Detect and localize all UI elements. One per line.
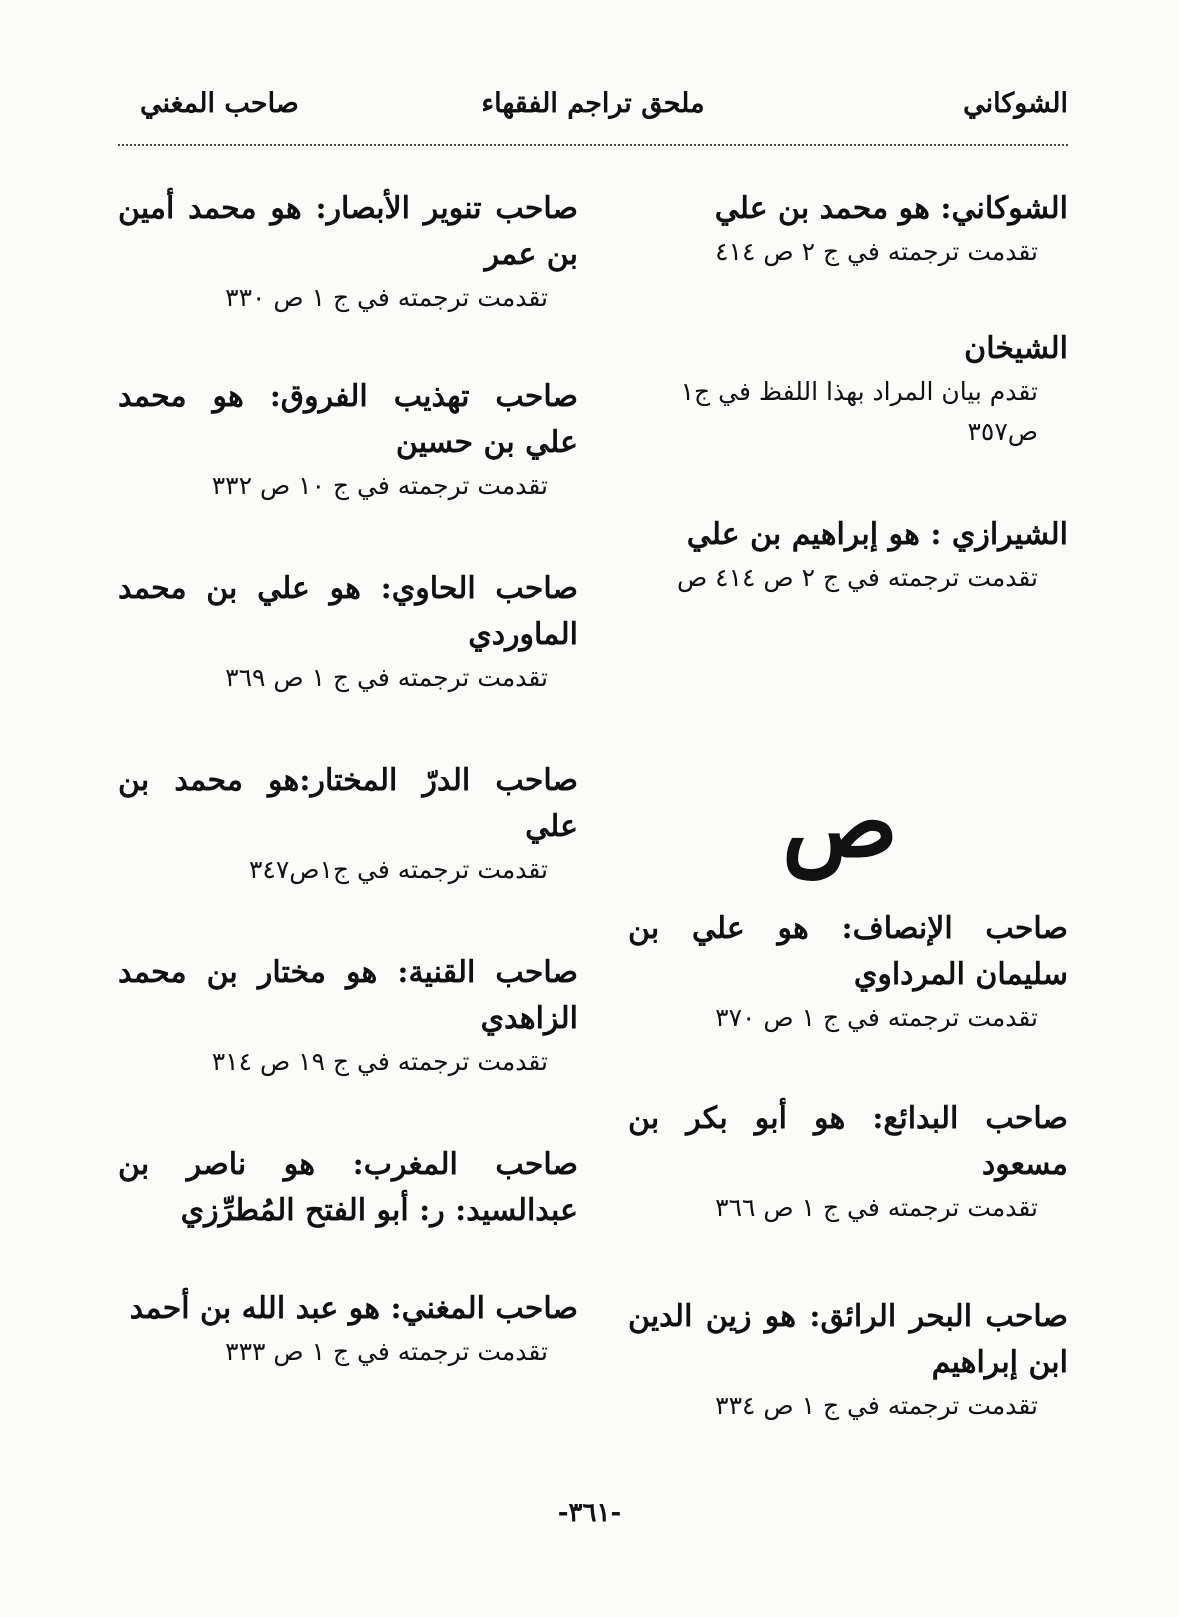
entry-title: صاحب تنوير الأبصار: هو محمد أمين بن عمر [118, 191, 578, 272]
header-right-title: الشوكاني [963, 88, 1068, 119]
entry-title: الشوكاني: هو محمد بن علي [714, 191, 1068, 226]
entry-reference: تقدمت ترجمته في ج ١ ص ٣٦٩ [225, 663, 548, 692]
entry-reference: تقدمت ترجمته في ج ١ ص ٣٣٤ [715, 1391, 1038, 1420]
entry-title: صاحب البدائع: هو أبو بكر بن مسعود [628, 1101, 1068, 1182]
running-header [118, 88, 1068, 134]
entry [628, 906, 1068, 1038]
section-letter: ص [781, 766, 899, 879]
header-left-title: صاحب المغني [140, 88, 299, 119]
entry-reference: تقدمت ترجمته في ج ١٩ ص ٣١٤ [211, 1047, 548, 1076]
entry-reference: تقدمت ترجمته في ج ١٠ ص ٣٣٢ [211, 471, 548, 500]
entry-title: صاحب الإنصاف: هو علي بن سليمان المرداوي [628, 911, 1068, 992]
entry [118, 374, 578, 506]
entry [118, 1142, 578, 1234]
entry-title: الشيخان [964, 331, 1068, 366]
entry [628, 186, 1068, 272]
header-center-title: ملحق تراجم الفقهاء [481, 88, 705, 119]
entry-reference: تقدمت ترجمته في ج ١ ص ٣٣٣ [225, 1337, 548, 1366]
entry [118, 950, 578, 1082]
entry [118, 566, 578, 698]
entry [628, 1294, 1068, 1426]
entry-reference: تقدمت ترجمته في ج١ص٣٤٧ [248, 855, 548, 884]
entry [628, 326, 1068, 452]
entry-title: صاحب المغرب: هو ناصر بن عبدالسيد: ر: أبو الفتح المُطرِّزي [118, 1147, 578, 1228]
entry-reference: تقدمت ترجمته في ج ٢ ص ٤١٤ [715, 237, 1038, 266]
entry-title: صاحب الحاوي: هو علي بن محمد الماوردي [118, 571, 578, 652]
entry [628, 1096, 1068, 1228]
entry-reference: تقدمت ترجمته في ج ١ ص ٣٦٦ [715, 1193, 1038, 1222]
entry [628, 512, 1068, 598]
entry [118, 186, 578, 318]
entry-title: صاحب القنية: هو مختار بن محمد الزاهدي [118, 955, 578, 1036]
entry-title: صاحب البحر الرائق: هو زين الدين ابن إبراهيم [628, 1299, 1068, 1380]
entry-title: صاحب تهذيب الفروق: هو محمد علي بن حسين [118, 379, 578, 460]
entry-title: صاحب الدرّ المختار:هو محمد بن علي [118, 763, 578, 844]
entry [118, 758, 578, 890]
header-dotted-rule [118, 144, 1068, 146]
entry [118, 1286, 578, 1372]
entry-reference: تقدمت ترجمته في ج ١ ص ٣٣٠ [225, 283, 548, 312]
entry-reference: تقدم بيان المراد بهذا اللفظ في ج١ ص٣٥٧ [680, 377, 1038, 446]
entry-title: صاحب المغني: هو عبد الله بن أحمد [129, 1291, 578, 1326]
entry-reference: تقدمت ترجمته في ج ١ ص ٣٧٠ [715, 1003, 1038, 1032]
entry-reference: تقدمت ترجمته في ج ٢ ص ٤١٤ ص [676, 563, 1038, 592]
entry-title: الشيرازي : هو إبراهيم بن علي [686, 517, 1068, 552]
page-number: -٣٦١- [557, 1498, 622, 1528]
